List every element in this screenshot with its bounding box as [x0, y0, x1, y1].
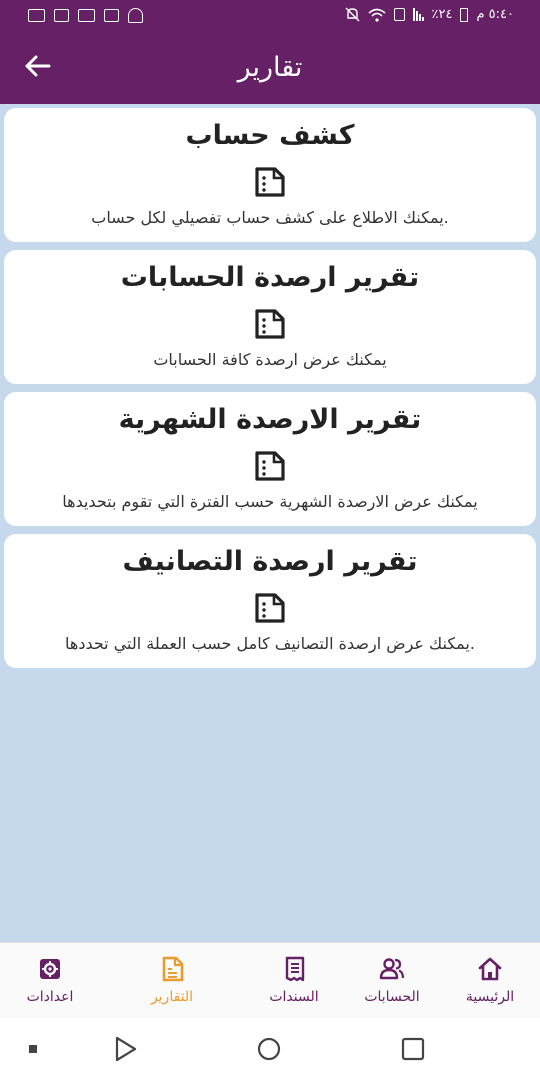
image-icon	[54, 9, 69, 22]
nav-label: اعدادات	[26, 989, 74, 1005]
battery-percentage: ٢٤٪	[431, 7, 453, 22]
card-description: .يمكنك عرض ارصدة التصانيف كامل حسب العملة التي تحددها	[65, 634, 475, 653]
card-description: .يمكنك الاطلاع على كشف حساب تفصيلي لكل حساب	[91, 208, 449, 227]
nav-label: السندات	[269, 989, 319, 1005]
home-circle-icon[interactable]	[252, 1032, 286, 1066]
shield-icon	[128, 8, 143, 23]
nav-settings[interactable]	[0, 955, 100, 1005]
nav-vouchers[interactable]	[244, 955, 344, 1005]
report-card-account-balances[interactable]	[4, 250, 536, 384]
nav-label: الرئيسية	[465, 989, 515, 1005]
report-list	[4, 108, 536, 676]
document-icon	[252, 166, 288, 198]
nav-home[interactable]	[440, 955, 540, 1005]
no-sim-icon	[394, 8, 405, 21]
status-bar	[0, 0, 540, 32]
status-time: ٥:٤٠ م	[476, 7, 514, 22]
laptop-icon	[104, 9, 119, 22]
document-icon	[252, 308, 288, 340]
report-card-category-balances[interactable]	[4, 534, 536, 668]
nav-label: الحسابات	[364, 989, 420, 1005]
report-card-account-statement[interactable]	[4, 108, 536, 242]
settings-icon	[36, 955, 64, 983]
card-title: كشف حساب	[185, 120, 355, 151]
card-description: يمكنك عرض الارصدة الشهرية حسب الفترة التي تقوم بتحديدها	[62, 492, 478, 511]
users-icon	[378, 955, 406, 983]
document-icon	[252, 592, 288, 624]
back-triangle-icon[interactable]	[108, 1032, 142, 1066]
report-icon	[158, 955, 186, 983]
nav-accounts[interactable]	[342, 955, 442, 1005]
lte-icon	[78, 9, 95, 22]
recent-apps-icon[interactable]	[396, 1032, 430, 1066]
card-title: تقرير ارصدة التصانيف	[122, 546, 418, 577]
page-title: تقارير	[237, 52, 303, 83]
mute-icon	[345, 7, 360, 22]
battery-icon	[460, 8, 468, 22]
notification-icon	[28, 9, 45, 22]
status-right-icons	[345, 7, 514, 22]
dot-icon[interactable]	[16, 1032, 50, 1066]
nav-label: التقارير	[150, 989, 194, 1005]
report-card-monthly-balances[interactable]	[4, 392, 536, 526]
card-title: تقرير الارصدة الشهرية	[118, 404, 422, 435]
app-bar	[0, 40, 540, 100]
top-bar	[0, 0, 540, 104]
status-left-icons	[28, 8, 143, 23]
signal-icon	[413, 8, 424, 21]
document-icon	[252, 450, 288, 482]
receipt-icon	[280, 955, 308, 983]
nav-reports[interactable]	[122, 955, 222, 1005]
bottom-nav	[0, 942, 540, 1018]
system-nav-bar	[0, 1018, 540, 1080]
home-icon	[476, 955, 504, 983]
wifi-icon	[368, 8, 386, 22]
card-title: تقرير ارصدة الحسابات	[120, 262, 420, 293]
card-description: يمكنك عرض ارصدة كافة الحسابات	[153, 350, 387, 369]
